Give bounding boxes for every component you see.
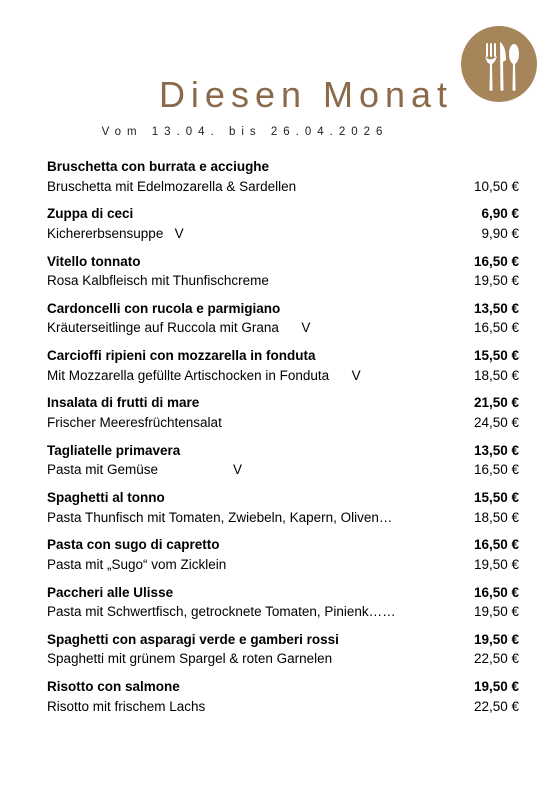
menu-item <box>47 346 519 393</box>
dish-name-german: Mit Mozzarella gefüllte Artischocken in Fonduta V <box>47 367 361 383</box>
dish-name-italian: Carcioffi ripieni con mozzarella in fonduta <box>47 348 316 364</box>
dish-name-german: Frischer Meeresfrüchtensalat <box>47 414 222 430</box>
price-italian: 19,50 € <box>473 679 519 695</box>
price-german: 19,50 € <box>473 604 519 620</box>
german-line <box>47 460 519 480</box>
price-italian: 19,50 € <box>473 631 519 647</box>
price-italian: 15,50 € <box>473 490 519 506</box>
dish-name-german: Rosa Kalbfleisch mit Thunfischcreme <box>47 273 269 289</box>
german-line <box>47 224 519 244</box>
price-german: 16,50 € <box>473 462 519 478</box>
dish-name-italian: Spaghetti con asparagi verde e gamberi rossi <box>47 631 339 647</box>
price-german: 24,50 € <box>473 414 519 430</box>
dish-name-italian: Spaghetti al tonno <box>47 490 165 506</box>
menu-item <box>47 393 519 440</box>
dish-name-italian: Tagliatelle primavera <box>47 442 181 458</box>
italian-line <box>47 393 519 413</box>
dish-name-italian: Insalata di frutti di mare <box>47 395 200 411</box>
german-line <box>47 555 519 575</box>
italian-line <box>47 346 519 366</box>
menu-item <box>47 299 519 346</box>
dish-name-german: Pasta mit Schwertfisch, getrocknete Tomaten, Pinienk…… <box>47 604 396 620</box>
price-italian: 13,50 € <box>473 300 519 316</box>
dish-name-german: Pasta mit „Sugo“ vom Zicklein <box>47 556 227 572</box>
menu-item <box>47 252 519 299</box>
page-title: Diesen Monat <box>158 74 454 115</box>
price-german: 22,50 € <box>473 698 519 714</box>
menu-item <box>47 583 519 630</box>
german-line <box>47 177 519 197</box>
dish-name-italian: Pasta con sugo di capretto <box>47 537 220 553</box>
dish-name-german: Kichererbsensuppe V <box>47 225 184 241</box>
dish-name-german: Kräuterseitlinge auf Ruccola mit Grana V <box>47 320 311 336</box>
italian-line <box>47 252 519 272</box>
italian-line <box>47 204 519 224</box>
italian-line <box>47 157 519 177</box>
dish-name-german: Bruschetta mit Edelmozarella & Sardellen <box>47 178 297 194</box>
price-german: 19,50 € <box>473 273 519 289</box>
dish-name-italian: Paccheri alle Ulisse <box>47 584 174 600</box>
dish-name-italian: Zuppa di ceci <box>47 206 134 222</box>
dish-name-german: Risotto mit frischem Lachs <box>47 698 206 714</box>
italian-line <box>47 583 519 603</box>
menu-item <box>47 630 519 677</box>
german-line <box>47 318 519 338</box>
german-line <box>47 649 519 669</box>
dish-name-italian: Risotto con salmone <box>47 679 180 695</box>
dish-name-german: Pasta Thunfisch mit Tomaten, Zwiebeln, Kapern, Oliven… <box>47 509 393 525</box>
german-line <box>47 366 519 386</box>
dish-name-italian: Vitello tonnato <box>47 253 141 269</box>
price-italian: 21,50 € <box>473 395 519 411</box>
price-italian: 13,50 € <box>473 442 519 458</box>
price-german: 16,50 € <box>473 320 519 336</box>
price-german: 18,50 € <box>473 367 519 383</box>
date-range: Vom 13.04. bis 26.04.2026 <box>101 126 389 138</box>
german-line <box>47 602 519 622</box>
price-italian: 15,50 € <box>473 348 519 364</box>
italian-line <box>47 441 519 461</box>
italian-line <box>47 535 519 555</box>
price-german: 9,90 € <box>481 225 519 241</box>
menu-list <box>47 157 519 725</box>
dish-name-italian: Cardoncelli con rucola e parmigiano <box>47 300 281 316</box>
price-italian: 6,90 € <box>481 206 519 222</box>
italian-line <box>47 488 519 508</box>
dish-name-italian: Bruschetta con burrata e acciughe <box>47 159 270 174</box>
italian-line <box>47 677 519 697</box>
menu-item <box>47 441 519 488</box>
price-italian: 16,50 € <box>473 537 519 553</box>
german-line <box>47 413 519 433</box>
price-german: 22,50 € <box>473 651 519 667</box>
price-italian: 16,50 € <box>473 253 519 269</box>
menu-item <box>47 204 519 251</box>
menu-item <box>47 677 519 724</box>
price-italian: 16,50 € <box>473 584 519 600</box>
german-line <box>47 271 519 291</box>
dish-name-german: Pasta mit Gemüse V <box>47 462 243 478</box>
dish-name-german: Spaghetti mit grünem Spargel & roten Garnelen <box>47 651 333 667</box>
menu-item <box>47 157 519 204</box>
italian-line <box>47 299 519 319</box>
price-german: 19,50 € <box>473 556 519 572</box>
german-line <box>47 697 519 717</box>
price-german: 10,50 € <box>473 178 519 194</box>
menu-item <box>47 488 519 535</box>
german-line <box>47 508 519 528</box>
menu-item <box>47 535 519 582</box>
italian-line <box>47 630 519 650</box>
price-german: 18,50 € <box>473 509 519 525</box>
